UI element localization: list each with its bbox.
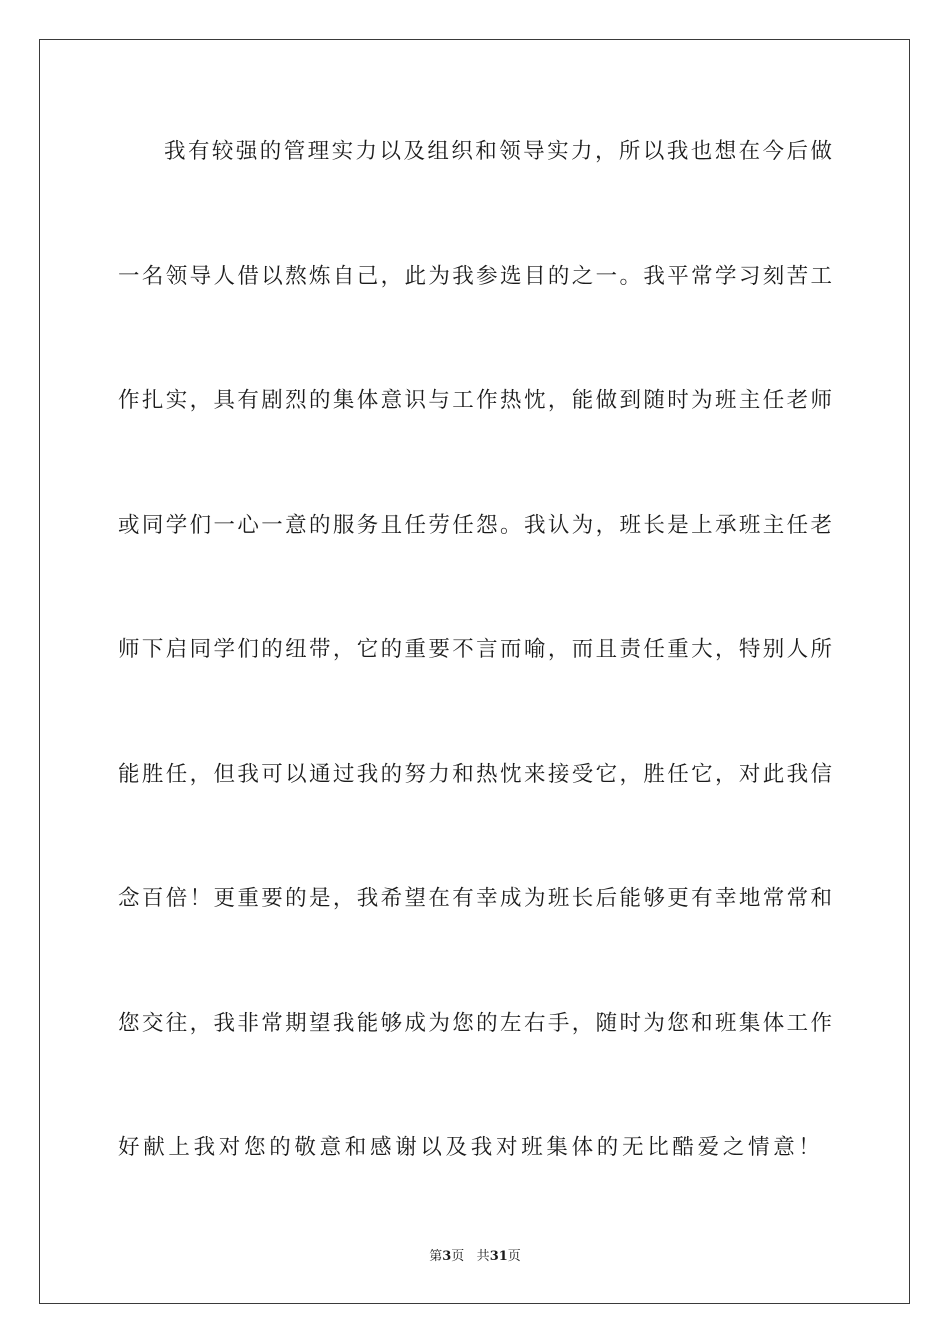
text-line: 我有较强的管理实力以及组织和领导实力，所以我也想在今后做 xyxy=(164,139,832,164)
text-line: 好献上我对您的敬意和感谢以及我对班集体的无比酷爱之情意！ xyxy=(118,1135,824,1160)
text-line: 一名领导人借以熬炼自己，此为我参选目的之一。我平常学习刻苦工 xyxy=(118,264,832,289)
total-prefix: 共 xyxy=(476,1249,490,1264)
total-pages: 31 xyxy=(489,1249,508,1264)
text-line: 作扎实，具有剧烈的集体意识与工作热忱，能做到随时为班主任老师 xyxy=(118,388,832,413)
page-footer xyxy=(0,1248,950,1266)
text-line: 您交往，我非常期望我能够成为您的左右手，随时为您和班集体工作 xyxy=(118,1011,832,1036)
page-prefix: 第 xyxy=(429,1249,443,1264)
text-line: 念百倍！更重要的是，我希望在有幸成为班长后能够更有幸地常常和 xyxy=(118,886,832,911)
page-number: 3 xyxy=(442,1249,452,1264)
total-suffix: 页 xyxy=(507,1249,521,1264)
page-suffix: 页 xyxy=(451,1249,465,1264)
text-line: 或同学们一心一意的服务且任劳任怨。我认为，班长是上承班主任老 xyxy=(118,513,832,538)
text-line: 能胜任，但我可以通过我的努力和热忱来接受它，胜任它，对此我信 xyxy=(118,762,832,787)
text-line: 师下启同学们的纽带，它的重要不言而喻，而且责任重大，特别人所 xyxy=(118,637,832,662)
